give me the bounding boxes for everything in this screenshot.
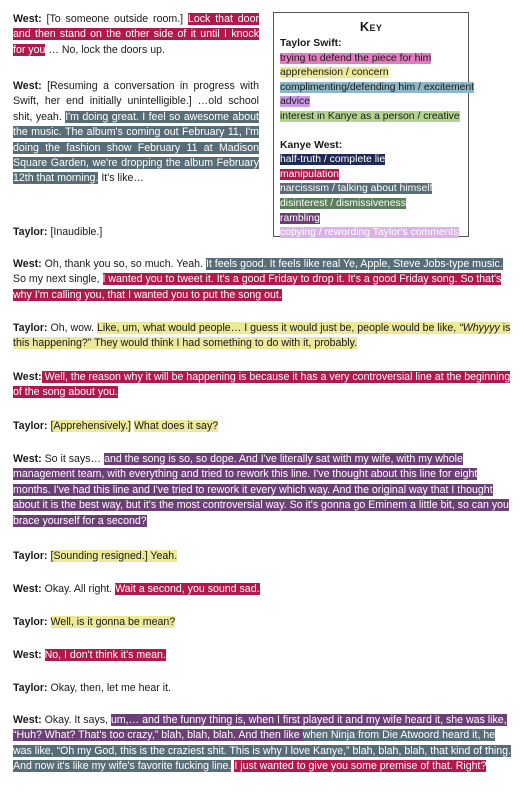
speaker-label: Taylor:: [13, 550, 48, 562]
speaker-label: Taylor:: [13, 226, 48, 238]
highlight-rambling: and tried to rework this line. I've thought about this line for eight months. I've had this line and I've tried to rework it every which way. And the original way that I thought about it is the best way, but it's the most controversial way. So it's gonna go Eminem a little bit, so can you brace yourself for a second?: [13, 468, 509, 527]
key-item-rambling: rambling: [280, 212, 320, 224]
transcript-paragraph-4: [13, 257, 511, 303]
highlight-narcissism: when Ninja from Die Atwoord heard it, he was like, “Oh my God, this is the craziest shit. This is why I love Kanye,” blah, blah, blah, that kind of thing. And now it's like my wife's favorite fucking line.: [13, 729, 511, 773]
speaker-label: West:: [13, 583, 42, 595]
key-heading-swift: Taylor Swift:: [280, 38, 342, 49]
highlight-text: is this happening?” They would think I had something to do with it, probably.: [13, 322, 511, 350]
transcript-paragraph-13: [13, 681, 511, 696]
plain-text: Okay, then, let me hear it.: [47, 682, 171, 694]
highlight-italic-text: “Whyyyy: [459, 322, 500, 334]
plain-text: [To someone outside room.]: [41, 13, 188, 25]
highlight-rambling: and the funny thing is, when I first played it and my wife heard it, she was like, “Huh? What? That's too crazy,” blah, blah, blah. And then like: [13, 714, 507, 742]
highlight-rambling: um,…: [110, 714, 140, 726]
highlight-apprehension: What does it say?: [133, 420, 219, 432]
color-key-box: [273, 12, 475, 239]
transcript-paragraph-11: [13, 615, 511, 630]
key-item-half-truth: half-truth / complete lie: [280, 154, 386, 166]
highlight-manipulation: I just wanted to give you some premise of that. Right?: [234, 760, 487, 773]
plain-text: So it says…: [41, 453, 105, 465]
plain-text: [Resuming a conversation in progress with Swift, her end initially unintelligible.] …old school shit, yeah.: [13, 80, 259, 123]
highlight-text: Like, um, what would people… I guess it would just be, people would be like,: [97, 322, 460, 334]
plain-text: [Inaudible.]: [47, 226, 103, 238]
transcript-paragraph-7: [13, 419, 511, 434]
speaker-label: West:: [13, 258, 42, 270]
speaker-label: West:: [13, 714, 42, 726]
highlight-narcissism: It feels good. It feels like real Ye, Apple, Steve Jobs-type music.: [205, 258, 503, 270]
key-item-apprehension: apprehension / concern: [280, 67, 389, 79]
key-item-complimenting: complimenting/defending him / excitement: [280, 81, 475, 93]
key-item-interest: interest in Kanye as a person / creative: [280, 110, 460, 122]
speaker-label: Taylor:: [13, 420, 48, 432]
key-item-disinterest: disinterest / dismissiveness: [280, 197, 406, 209]
highlight-manipulation: No, I don't think it's mean.: [44, 649, 166, 661]
speaker-label: West:: [13, 13, 42, 25]
transcript-paragraph-6: [13, 370, 511, 401]
transcript-paragraph-14: [13, 713, 511, 775]
key-item-advice: advice: [280, 96, 311, 108]
speaker-label: West:: [13, 453, 42, 465]
speaker-label: Taylor:: [13, 682, 48, 694]
key-item-manipulation: manipulation: [280, 168, 339, 180]
transcript-paragraph-2: [13, 79, 259, 187]
key-heading-west: Kanye West:: [280, 139, 343, 151]
highlight-manipulation: Lock that door and then stand on the other side of it until I knock for you: [13, 13, 259, 56]
speaker-label: West:: [13, 649, 42, 661]
key-title: Key: [359, 19, 383, 34]
plain-text: Oh, thank you so, so much. Yeah.: [41, 258, 206, 270]
speaker-label: Taylor:: [13, 616, 48, 628]
key-item-narcissism: narcissism / talking about himself: [280, 183, 433, 195]
speaker-label: Taylor:: [13, 322, 48, 334]
highlight-apprehension: [Apprehensively.]: [50, 420, 131, 432]
transcript-paragraph-9: [13, 549, 511, 564]
transcript-paragraph-5: [13, 321, 511, 352]
highlight-manipulation: Wait a second, you sound sad.: [115, 583, 260, 595]
plain-text: … No, lock the doors up.: [45, 43, 165, 56]
highlight-apprehension: Well, is it gonna be mean?: [50, 616, 176, 628]
plain-text: So my next single,: [13, 273, 103, 286]
transcript-paragraph-10: [13, 582, 511, 597]
speaker-label: West:: [13, 80, 42, 92]
highlight-manipulation: I wanted you to tweet it. It's a good Friday to drop it. It's a good Friday song. So that's why I'm calling you, that I wanted you to put the song out.: [13, 273, 502, 301]
highlight-rambling: and the song is so, so dope. And I've literally sat with my wife, with my whole management team, with everything: [13, 453, 463, 481]
highlight-manipulation: Well, the reason why it will be happening is because it has a very controversial line at the beginning of the song about you.: [13, 371, 511, 399]
transcript-paragraph-3: [13, 225, 511, 240]
transcript-paragraph-12: [13, 648, 511, 663]
plain-text: Okay. It says,: [41, 714, 111, 726]
plain-text: Oh, wow.: [47, 322, 98, 334]
transcript-paragraph-1: [13, 12, 259, 58]
plain-text: It's like…: [98, 172, 144, 185]
plain-text: Okay. All right.: [41, 583, 116, 595]
key-item-defend: trying to defend the piece for him: [280, 52, 432, 64]
highlight-apprehension: [Sounding resigned.] Yeah.: [50, 550, 178, 562]
speaker-label: West:: [13, 371, 42, 383]
transcript-paragraph-8: [13, 452, 511, 529]
key-item-copying: copying / rewording Taylor's comments: [280, 227, 459, 239]
highlight-narcissism: I'm doing great. I feel so awesome about the music. The album's coming out February 11, I'm doing the fashion show February 11 at Madison Square Garden, we're dropping the album February 12th that morning.: [13, 110, 259, 185]
